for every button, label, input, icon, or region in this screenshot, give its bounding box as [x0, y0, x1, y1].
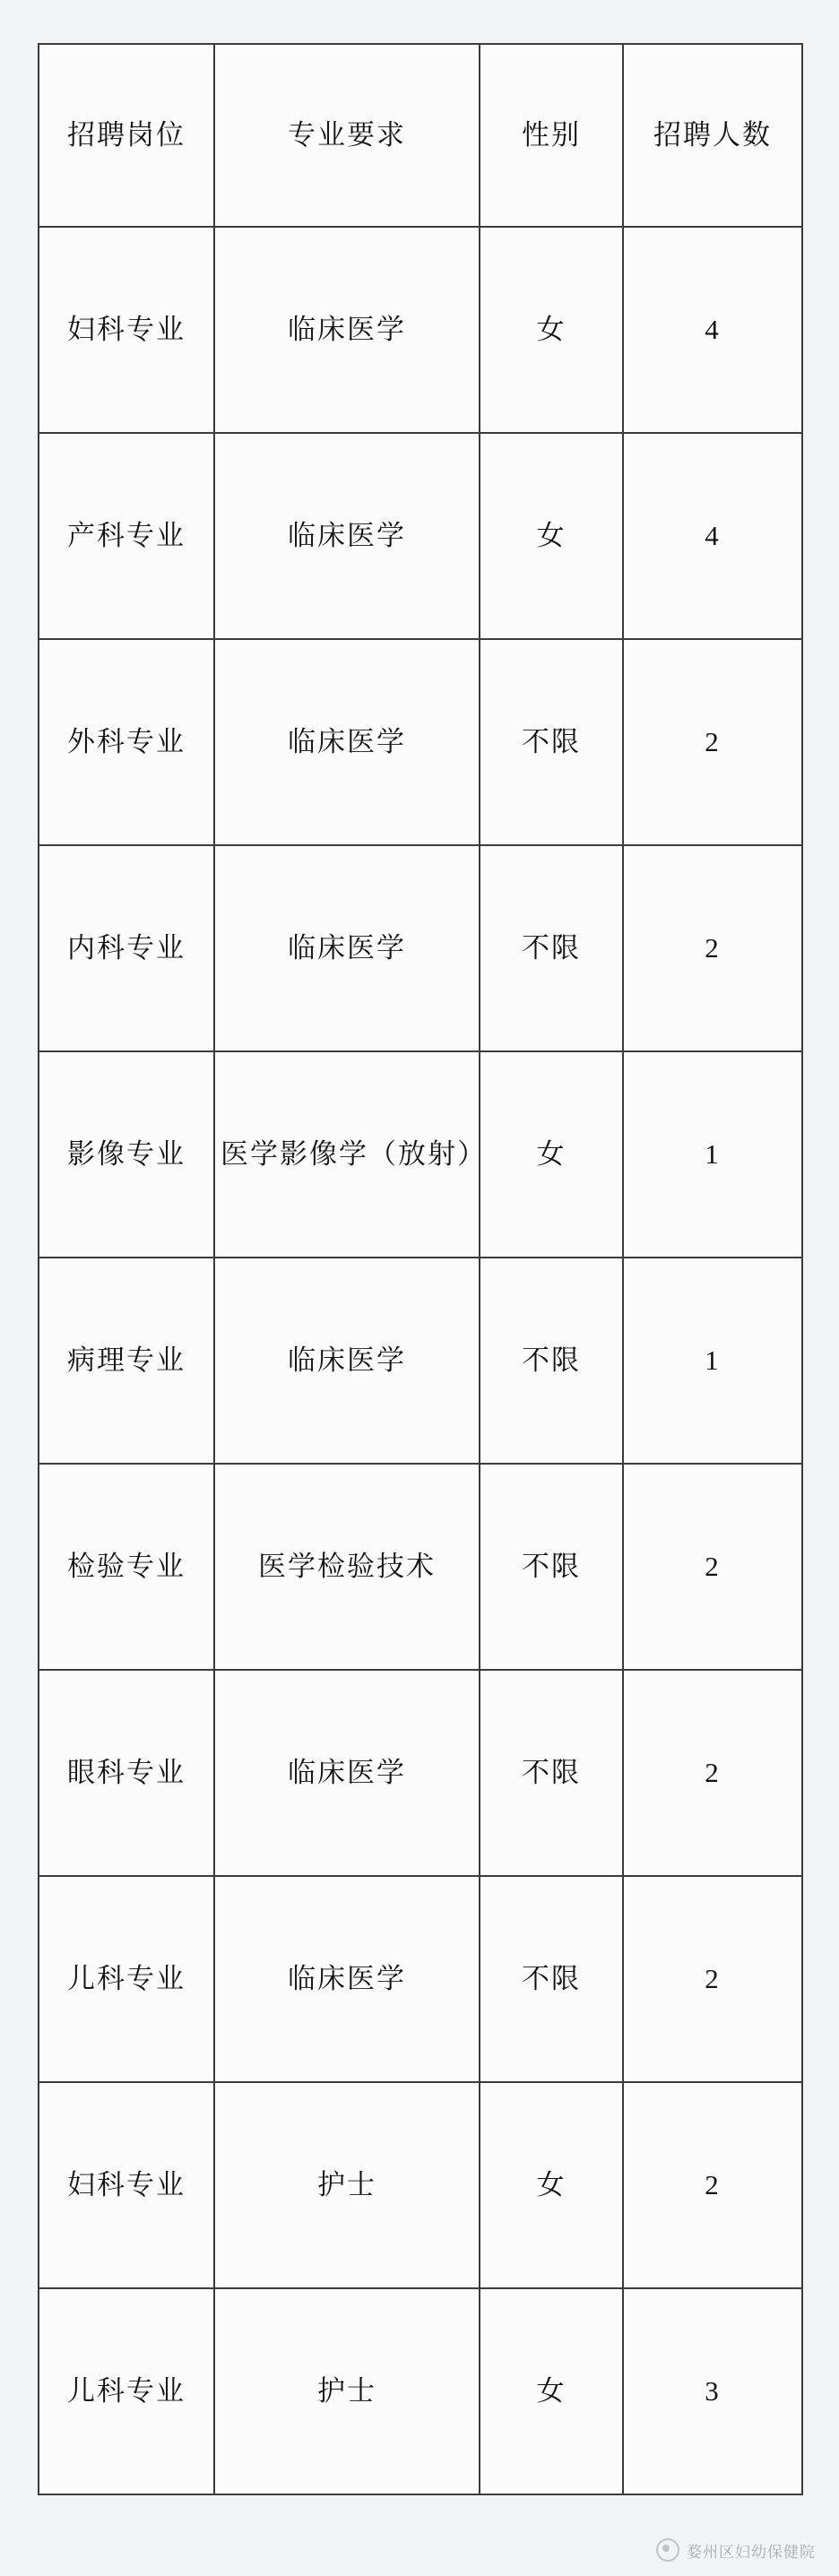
- cell-count: 2: [623, 845, 802, 1051]
- cell-position: 影像专业: [39, 1051, 214, 1258]
- table-row: [39, 227, 802, 433]
- cell-gender: 不限: [480, 1258, 623, 1464]
- cell-major: 护士: [214, 2288, 480, 2494]
- cell-count: 2: [623, 639, 802, 845]
- cell-gender: 不限: [480, 845, 623, 1051]
- watermark: [656, 2538, 816, 2562]
- cell-count: 2: [623, 2082, 802, 2288]
- cell-gender: 不限: [480, 1876, 623, 2082]
- cell-major: 临床医学: [214, 1876, 480, 2082]
- cell-gender: 不限: [480, 639, 623, 845]
- table-row: [39, 1876, 802, 2082]
- table-row: [39, 2082, 802, 2288]
- cell-gender: 不限: [480, 1464, 623, 1670]
- column-header-position: 招聘岗位: [39, 44, 214, 227]
- table-row: [39, 433, 802, 639]
- cell-position: 妇科专业: [39, 2082, 214, 2288]
- table-row: [39, 639, 802, 845]
- cell-gender: 不限: [480, 1670, 623, 1876]
- cell-position: 儿科专业: [39, 1876, 214, 2082]
- watermark-label: 婺州区妇幼保健院: [687, 2543, 816, 2561]
- cell-count: 1: [623, 1258, 802, 1464]
- cell-count: 2: [623, 1876, 802, 2082]
- cell-major: 临床医学: [214, 1258, 480, 1464]
- cell-count: 4: [623, 433, 802, 639]
- recruitment-table-container: [38, 43, 801, 2495]
- cell-gender: 女: [480, 1051, 623, 1258]
- cell-count: 2: [623, 1464, 802, 1670]
- cell-major: 临床医学: [214, 227, 480, 433]
- cell-gender: 女: [480, 227, 623, 433]
- cell-position: 儿科专业: [39, 2288, 214, 2494]
- table-row: [39, 1670, 802, 1876]
- cell-gender: 女: [480, 2288, 623, 2494]
- cell-count: 1: [623, 1051, 802, 1258]
- cell-count: 2: [623, 1670, 802, 1876]
- cell-major: 临床医学: [214, 845, 480, 1051]
- table-header-row: [39, 44, 802, 227]
- table-row: [39, 2288, 802, 2494]
- cell-position: 产科专业: [39, 433, 214, 639]
- cell-count: 4: [623, 227, 802, 433]
- table-row: [39, 1464, 802, 1670]
- recruitment-table: [38, 43, 803, 2495]
- cell-position: 病理专业: [39, 1258, 214, 1464]
- cell-major: 医学影像学（放射）: [214, 1051, 480, 1258]
- cell-major: 临床医学: [214, 639, 480, 845]
- column-header-gender: 性别: [480, 44, 623, 227]
- cell-position: 妇科专业: [39, 227, 214, 433]
- table-row: [39, 1258, 802, 1464]
- table-body: [39, 44, 802, 2494]
- cell-count: 3: [623, 2288, 802, 2494]
- table-row: [39, 1051, 802, 1258]
- cell-position: 眼科专业: [39, 1670, 214, 1876]
- circle-logo-icon: [656, 2538, 679, 2562]
- column-header-major: 专业要求: [214, 44, 480, 227]
- cell-position: 内科专业: [39, 845, 214, 1051]
- column-header-count: 招聘人数: [623, 44, 802, 227]
- cell-major: 临床医学: [214, 1670, 480, 1876]
- cell-gender: 女: [480, 433, 623, 639]
- table-row: [39, 845, 802, 1051]
- cell-major: 护士: [214, 2082, 480, 2288]
- cell-gender: 女: [480, 2082, 623, 2288]
- cell-position: 检验专业: [39, 1464, 214, 1670]
- cell-major: 临床医学: [214, 433, 480, 639]
- cell-major: 医学检验技术: [214, 1464, 480, 1670]
- cell-position: 外科专业: [39, 639, 214, 845]
